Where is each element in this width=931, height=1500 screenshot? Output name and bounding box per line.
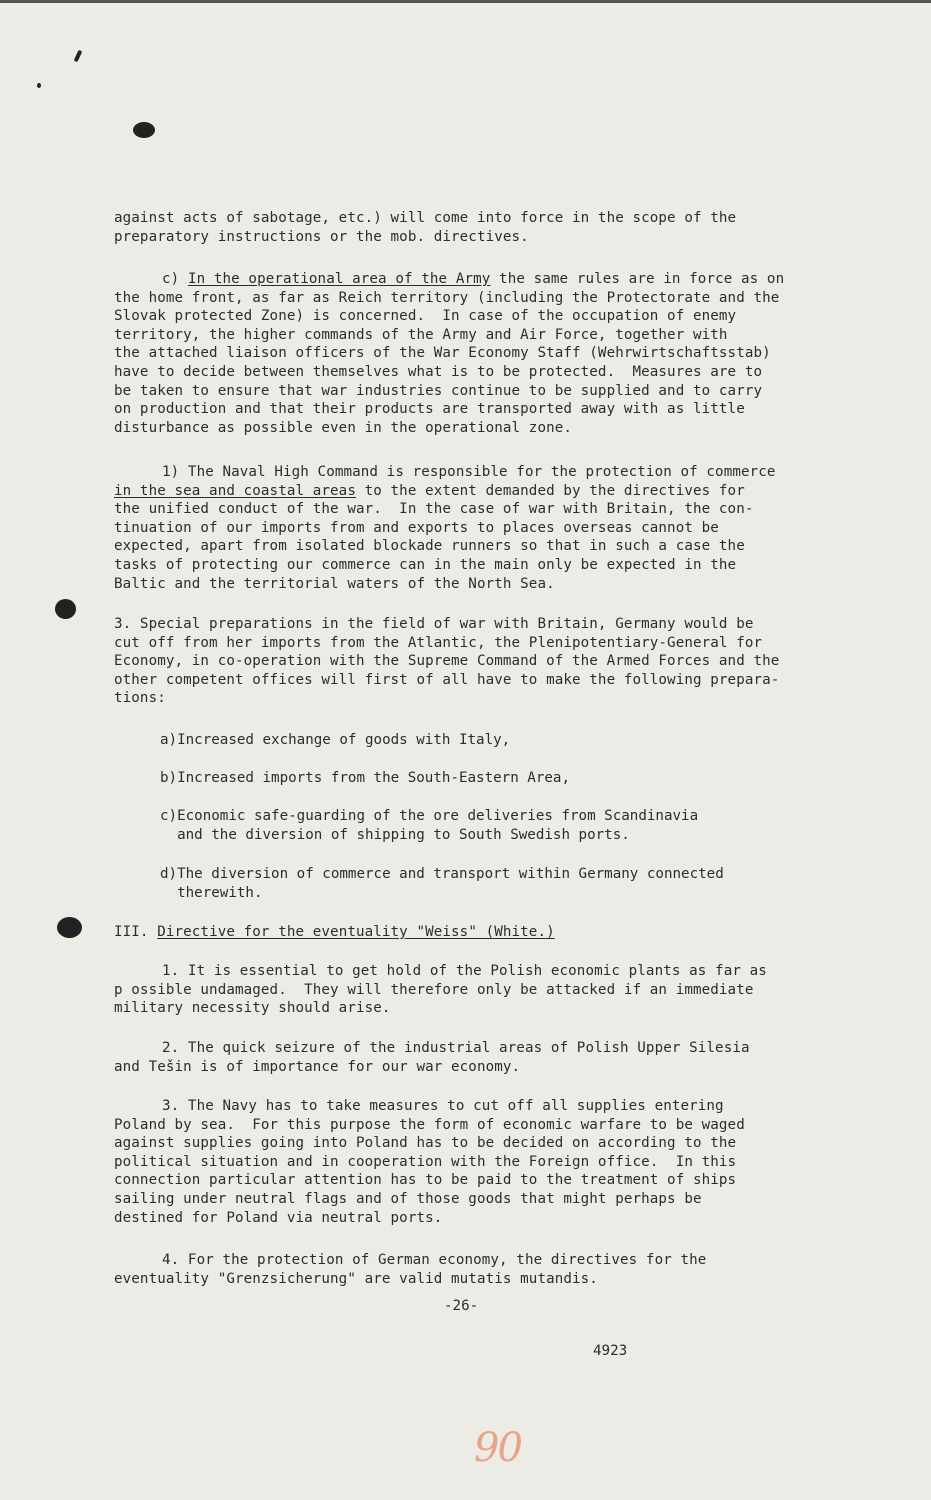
list-item-a <box>160 731 510 750</box>
paragraph-iii-2 <box>114 1039 844 1076</box>
list-item-b <box>160 769 570 788</box>
section-iii-title: Directive for the eventuality "Weiss" (White.) <box>157 924 555 940</box>
punch-hole <box>55 599 76 619</box>
text-line: Poland by sea. For this purpose the form of economic warfare to be waged <box>114 1116 745 1133</box>
paragraph-c-first-rest: the same rules are in force as on <box>490 271 785 287</box>
text-line: tinuation of our imports from and exports to places overseas cannot be <box>114 519 719 536</box>
text-line: eventuality "Grenzsicherung" are valid mutatis mutandis. <box>114 1270 598 1287</box>
section-iii-heading <box>114 923 844 942</box>
text-line: Slovak protected Zone) is concerned. In case of the occupation of enemy <box>114 308 737 325</box>
text-line: therewith. <box>160 884 263 901</box>
text-line: preparatory instructions or the mob. directives. <box>114 228 529 245</box>
top-edge-rule <box>0 0 931 3</box>
paragraph-3-special-preparations <box>114 615 844 708</box>
paragraph-1-underlined-phrase: in the sea and coastal areas <box>114 482 356 499</box>
text-line: 4. For the protection of German economy, the directives for the <box>162 1252 707 1268</box>
section-iii-number: III. <box>114 924 158 940</box>
paragraph-1 <box>114 463 844 593</box>
intro-paragraph <box>114 209 844 246</box>
text-line: be taken to ensure that war industries continue to be supplied and to carry <box>114 382 763 399</box>
paragraph-iii-3 <box>114 1097 844 1227</box>
document-number: 4923 <box>593 1343 628 1359</box>
text-line: connection particular attention has to be paid to the treatment of ships <box>114 1172 737 1189</box>
paragraph-c-first-line <box>114 270 844 289</box>
ink-dot <box>37 83 41 88</box>
text-line: d)The diversion of commerce and transport within Germany connected <box>160 866 724 882</box>
page-number: -26- <box>444 1298 479 1314</box>
text-line: sailing under neutral flags and of those goods that might perhaps be <box>114 1190 702 1207</box>
text-line: tasks of protecting our commerce can in the main only be expected in the <box>114 556 737 573</box>
text-line: 3. Special preparations in the field of war with Britain, Germany would be <box>114 616 754 632</box>
text-line: 1. It is essential to get hold of the Polish economic plants as far as <box>162 963 767 979</box>
text-line: on production and that their products are transported away with as little <box>114 401 745 418</box>
ink-mark <box>74 50 83 63</box>
paragraph-iii-4 <box>114 1251 844 1288</box>
text-line: tions: <box>114 690 166 707</box>
text-line: expected, apart from isolated blockade runners so that in such a case the <box>114 538 745 555</box>
text-line: against acts of sabotage, etc.) will come into force in the scope of the <box>114 210 737 226</box>
text-line: 1) The Naval High Command is responsible for the protection of commerce <box>162 464 776 480</box>
text-line: a)Increased exchange of goods with Italy, <box>160 732 511 748</box>
text-line: and Tešin is of importance for our war economy. <box>114 1058 521 1075</box>
list-item-d <box>160 865 724 902</box>
text-line: the unified conduct of the war. In the case of war with Britain, the con- <box>114 501 754 518</box>
text-line: destined for Poland via neutral ports. <box>114 1209 443 1226</box>
text-line: Baltic and the territorial waters of the North Sea. <box>114 575 555 592</box>
paragraph-iii-1 <box>114 962 844 1018</box>
text-line: Economy, in co-operation with the Supreme Command of the Armed Forces and the <box>114 653 780 670</box>
text-line: p ossible undamaged. They will therefore only be attacked if an immediate <box>114 981 754 998</box>
text-line: and the diversion of shipping to South Swedish ports. <box>160 826 630 843</box>
punch-hole <box>57 917 82 938</box>
list-item-c <box>160 807 698 844</box>
text-line: the home front, as far as Reich territory (including the Protectorate and the <box>114 289 780 306</box>
paragraph-1-second-line <box>114 482 844 501</box>
paragraph-c <box>114 270 844 437</box>
paragraph-c-label: c) <box>162 271 188 287</box>
text-line: 2. The quick seizure of the industrial areas of Polish Upper Silesia <box>162 1040 750 1056</box>
handwritten-page-number: 90 <box>474 1425 521 1471</box>
text-line: other competent offices will first of all have to make the following prepara- <box>114 671 780 688</box>
text-line: c)Economic safe-guarding of the ore deliveries from Scandinavia <box>160 808 699 824</box>
text-line: against supplies going into Poland has to be decided on according to the <box>114 1135 737 1152</box>
paragraph-1-second-rest: to the extent demanded by the directives for <box>355 482 745 499</box>
ink-blot <box>133 122 155 138</box>
text-line: territory, the higher commands of the Army and Air Force, together with <box>114 326 728 343</box>
text-line: cut off from her imports from the Atlantic, the Plenipotentiary-General for <box>114 634 763 651</box>
text-line: military necessity should arise. <box>114 1000 391 1017</box>
text-line: have to decide between themselves what is to be protected. Measures are to <box>114 363 763 380</box>
text-line: the attached liaison officers of the War Economy Staff (Wehrwirtschaftsstab) <box>114 345 771 362</box>
text-line: disturbance as possible even in the operational zone. <box>114 419 573 436</box>
text-line: 3. The Navy has to take measures to cut off all supplies entering <box>162 1098 724 1114</box>
text-line: political situation and in cooperation with the Foreign office. In this <box>114 1153 737 1170</box>
paragraph-c-underlined-heading: In the operational area of the Army <box>187 271 491 287</box>
text-line: b)Increased imports from the South-Eastern Area, <box>160 770 570 786</box>
